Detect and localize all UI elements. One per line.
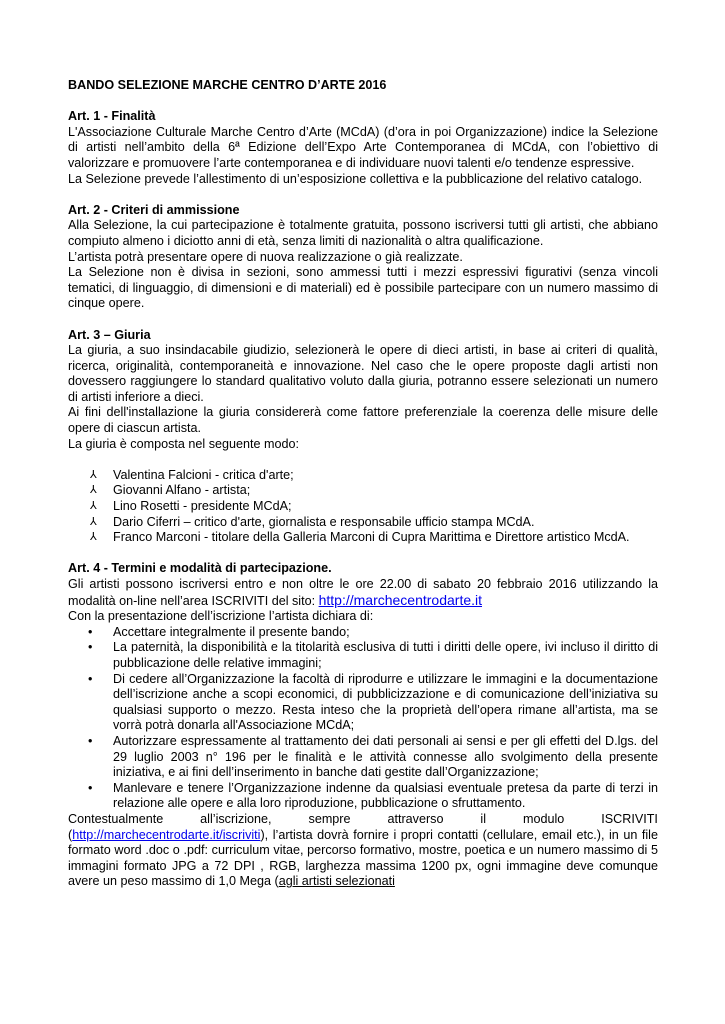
paragraph: La Selezione prevede l’allestimento di un’esposizione collettiva e la pubblicazione del relativo catalogo. xyxy=(68,171,643,186)
list-item-text: Franco Marconi - titolare della Galleria Marconi di Cupra Marittima e Direttore artistico McdA. xyxy=(113,530,630,545)
word: sempre xyxy=(308,811,351,826)
paragraph: Con la presentazione dell’iscrizione l’artista dichiara di: xyxy=(68,609,374,624)
list-marker-icon: ⅄ xyxy=(90,484,97,497)
paragraph: L’artista potrà presentare opere di nuova realizzazione o già realizzate. xyxy=(68,249,463,264)
list-item xyxy=(68,530,658,546)
section-heading: Art. 3 – Giuria xyxy=(68,327,151,342)
word: all’iscrizione, xyxy=(200,811,272,826)
word: attraverso xyxy=(387,811,444,826)
word: il xyxy=(480,811,487,826)
word: ISCRIVITI xyxy=(601,811,658,826)
list-item xyxy=(68,515,658,531)
list-marker-icon: ⅄ xyxy=(90,515,97,528)
section-art1 xyxy=(68,109,658,187)
section-art2 xyxy=(68,203,658,312)
paragraph xyxy=(68,577,658,609)
paragraph: La giuria è composta nel seguente modo: xyxy=(68,436,300,451)
document-page xyxy=(68,78,658,890)
bullet-icon: • xyxy=(88,671,93,686)
iscriviti-link[interactable]: http://marchecentrodarte.it/iscriviti xyxy=(72,827,261,842)
list-item-text: Accettare integralmente il presente bando; xyxy=(113,624,350,639)
bullet-icon: • xyxy=(88,733,93,748)
paragraph: La Selezione non è divisa in sezioni, sono ammessi tutti i mezzi espressivi figurativi (senza vincoli tematici, di linguaggio, di dimensioni e di materiali) ed è possibile partecipare con un numero massimo di cinque opere. xyxy=(68,265,658,311)
paragraph-text: ), l’artista dovrà fornire i propri contatti (cellulare, email etc.), in un file formato word .doc o .pdf: curriculum vitae, percorso formativo, mostre, poetica e un numero massimo di 5 immagini formato JPG a 72 DPI , RGB, larghezza massima 1200 px, ogni immagine deve comunque avere un peso massimo di 1,0 Mega ( xyxy=(68,827,658,889)
list-item-text: Di cedere all’Organizzazione la facoltà di riprodurre e utilizzare le immagini e la documentazione dell’iscrizione anche a scopi economici, di pubblicizzazione e di comunicazione dell’iniziativa su qualsiasi supporto o mezzo. Resta inteso che la proprietà dell’opera rimane all’artista, ma se vorrà potrà donarla all'Associazione MCdA; xyxy=(113,671,658,733)
jury-list xyxy=(68,468,658,546)
bullet-icon: • xyxy=(88,780,93,795)
list-item-text: Dario Ciferri – critico d'arte, giornalista e responsabile ufficio stampa MCdA. xyxy=(113,514,535,529)
list-item-text: Valentina Falcioni - critica d'arte; xyxy=(113,467,294,482)
list-item-text: Giovanni Alfano - artista; xyxy=(113,483,251,498)
document-title: BANDO SELEZIONE MARCHE CENTRO D’ARTE 2016 xyxy=(68,78,387,92)
list-item xyxy=(68,640,658,671)
list-item xyxy=(68,672,658,734)
list-item xyxy=(68,781,658,812)
paragraph xyxy=(68,828,658,890)
bullet-icon: • xyxy=(88,640,93,655)
paragraph: Ai fini dell'installazione la giuria considererà come fattore preferenziale la coerenza delle misure delle opere di ciascun artista. xyxy=(68,405,658,436)
section-art4 xyxy=(68,561,658,889)
list-marker-icon: ⅄ xyxy=(90,531,97,544)
list-item-text: Autorizzare espressamente al trattamento dei dati personali ai sensi e per gli effetti del D.lgs. del 29 luglio 2003 n° 196 per le finalità e le attività connesse allo svolgimento della presente iniziativa, e ai fini dell’inserimento in banche dati gestite dall’Organizzazione; xyxy=(113,733,658,780)
paragraph: La giuria, a suo insindacabile giudizio, selezionerà le opere di dieci artisti, in base ai criteri di qualità, ricerca, originalità, contemporaneità e innovazione. Nel caso che le opere proposte dagli artisti non dovessero raggiungere lo standard qualitativo voluto dalla giuria, potranno essere selezionati un numero di artisti inferiore a dieci. xyxy=(68,343,658,404)
list-item-text: La paternità, la disponibilità e la titolarità esclusiva di tutti i diritti delle opere, ivi incluso il diritto di pubblicazione delle relative immagini; xyxy=(113,640,658,670)
word: Contestualmente xyxy=(68,811,164,826)
paragraph-first-line xyxy=(68,812,658,828)
list-item xyxy=(68,499,658,515)
list-item xyxy=(68,734,658,781)
paragraph: Alla Selezione, la cui partecipazione è totalmente gratuita, possono iscriversi tutti gli artisti, che abbiano compiuto almeno i diciotto anni di età, senza limiti di nazionalità o altra qualificazione. xyxy=(68,218,658,248)
underlined-text: agli artisti selezionati xyxy=(278,874,395,889)
section-heading: Art. 4 - Termini e modalità di partecipazione. xyxy=(68,561,332,576)
list-item-text: Lino Rosetti - presidente MCdA; xyxy=(113,499,292,514)
bullet-icon: • xyxy=(88,624,93,639)
section-art3 xyxy=(68,328,658,546)
paragraph-text: Gli artisti possono iscriversi entro e non oltre le ore 22.00 di sabato 20 febbraio 2016 utilizzando la modalità on-line nell’area ISCRIVITI del sito: xyxy=(68,577,658,608)
paragraph: L'Associazione Culturale Marche Centro d’Arte (MCdA) (d’ora in poi Organizzazione) indice la Selezione di artisti nell’ambito della 6ª Edizione dell’Expo Arte Contemporanea di MCdA, con l’obiettivo di valorizzare e promuovere l’arte contemporanea e di individuare nuovi talenti e/o tendenze espressive. xyxy=(68,124,658,170)
website-link[interactable]: http://marchecentrodarte.it xyxy=(318,591,483,608)
word: modulo xyxy=(522,811,565,826)
list-item xyxy=(68,468,658,484)
declaration-list xyxy=(68,625,658,812)
list-marker-icon: ⅄ xyxy=(90,500,97,513)
list-item-text: Manlevare e tenere l’Organizzazione indenne da qualsiasi eventuale pretesa da parte di terzi in relazione alle opere e alla loro riproduzione, pubblicazione o sfruttamento. xyxy=(113,780,658,811)
section-heading: Art. 1 - Finalità xyxy=(68,109,156,124)
section-heading: Art. 2 - Criteri di ammissione xyxy=(68,202,240,217)
paragraph-text: ( xyxy=(68,827,73,842)
list-item xyxy=(68,483,658,499)
list-marker-icon: ⅄ xyxy=(90,468,97,481)
list-item xyxy=(68,625,658,641)
